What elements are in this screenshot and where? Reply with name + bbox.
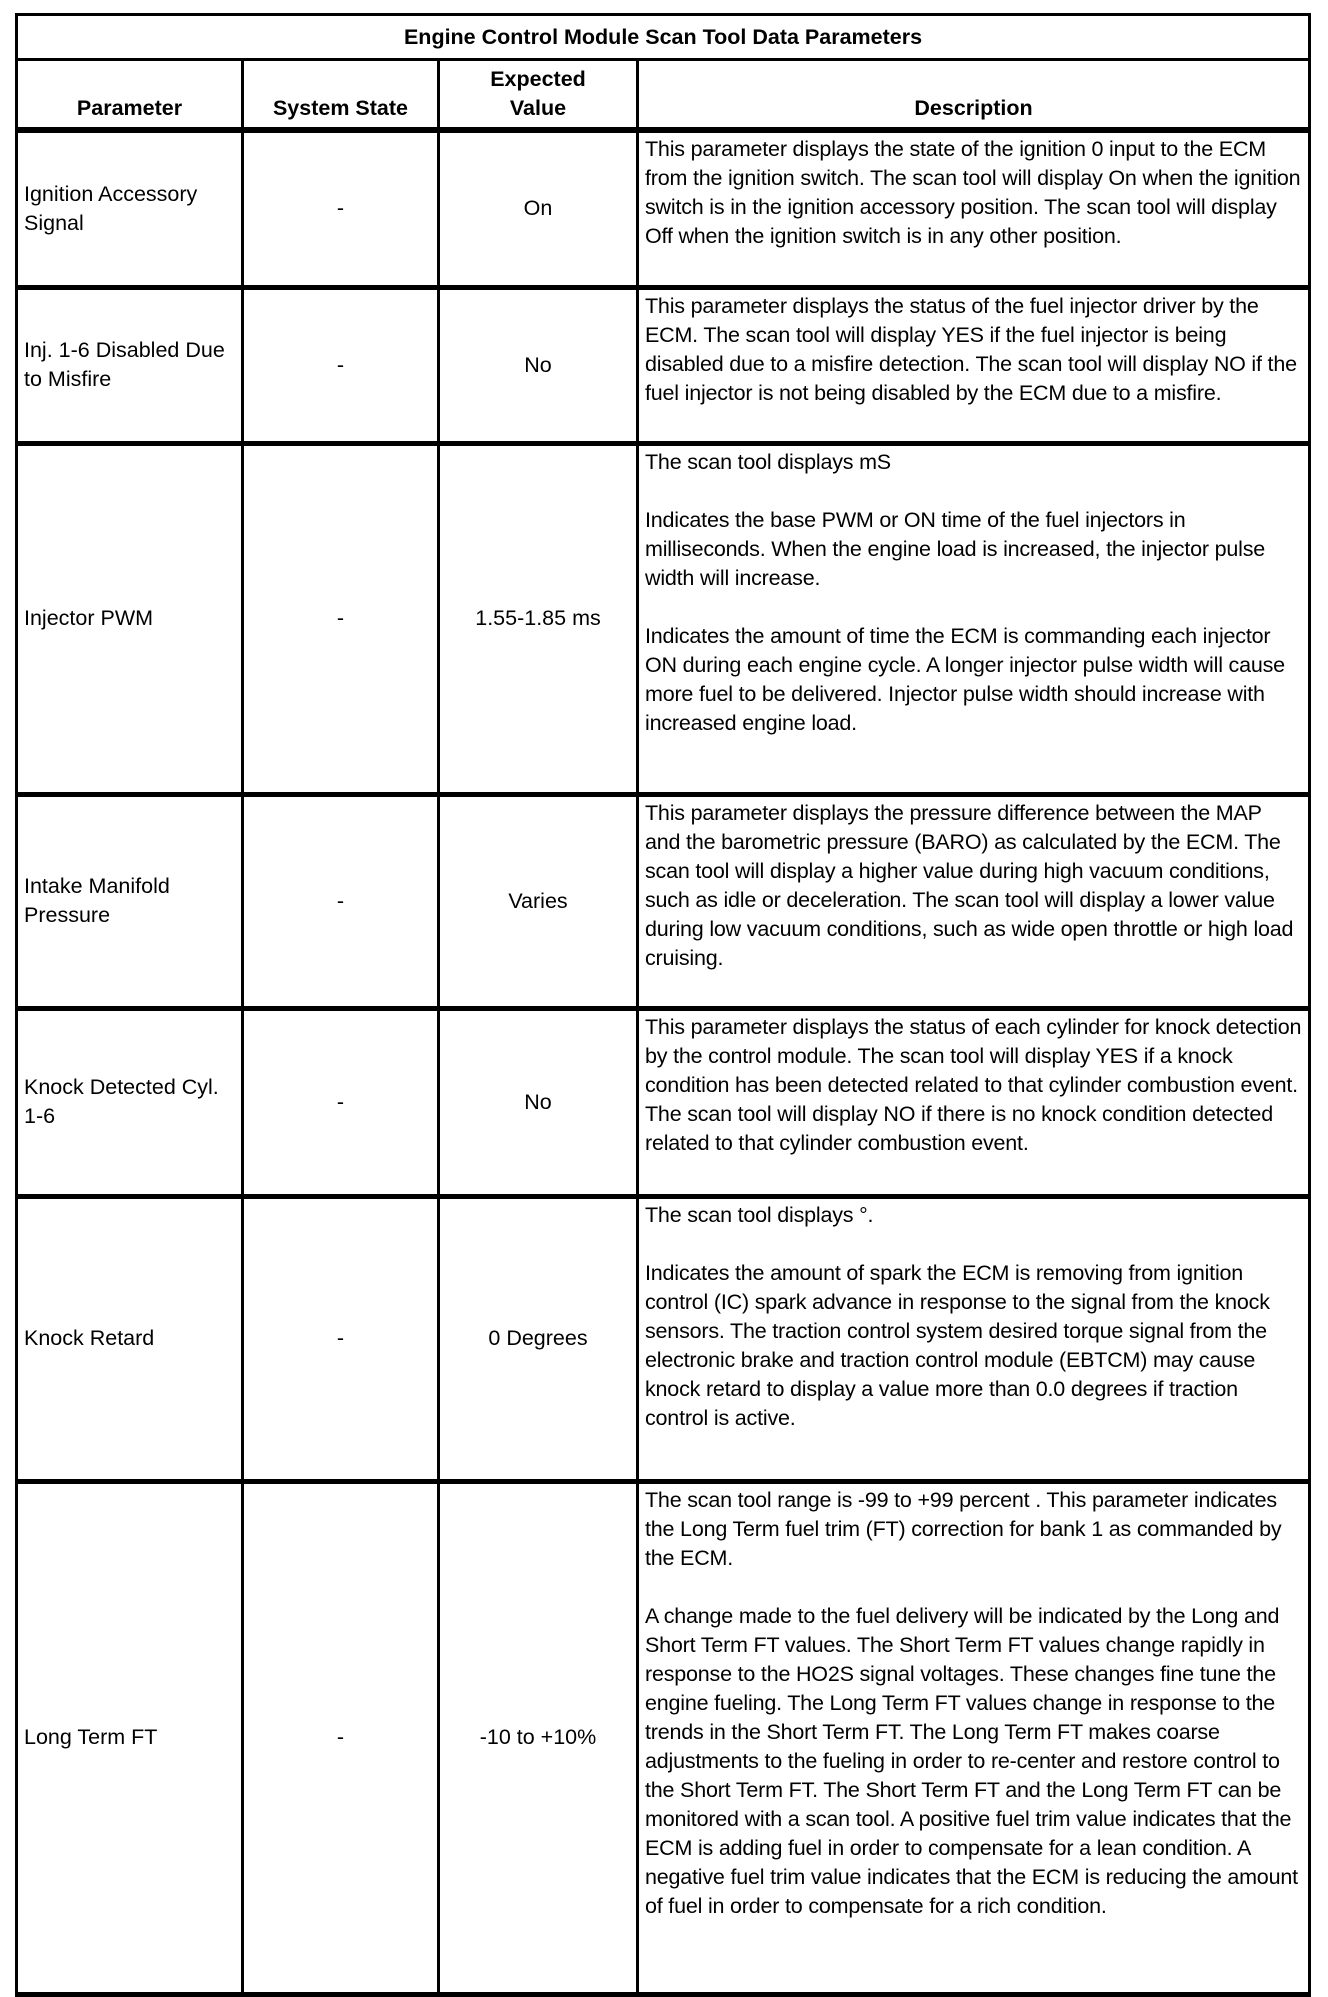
description-paragraph: This parameter displays the status of the fuel injector driver by the ECM. The scan tool will display YES if the fuel injector is being disabled due to a misfire detection. The scan tool will display NO if the fuel injector is not being disabled by the ECM due to a misfire. [645,293,1297,405]
table-title: Engine Control Module Scan Tool Data Parameters [17,15,1310,60]
expected-value-cell: 1.55-1.85 ms [439,443,638,794]
expected-value-cell: 0 Degrees [439,1196,638,1481]
description-paragraph: This parameter displays the pressure difference between the MAP and the barometric pressure (BARO) as calculated by the ECM. The scan tool will display a higher value during high vacuum conditions, such as idle or deceleration. The scan tool will display a lower value during low vacuum conditions, such as wide open throttle or high load cruising. [645,800,1294,970]
header-expected-value: Expected Value [439,60,638,131]
expected-value-cell: No [439,1008,638,1196]
description-paragraph: Indicates the amount of spark the ECM is removing from ignition control (IC) spark advance in response to the signal from the knock sensors. The traction control system desired torque signal from the electronic brake and traction control module (EBTCM) may cause knock retard to display a value more than 0.0 degrees if traction control is active. [645,1260,1270,1430]
header-description: Description [638,60,1310,131]
expected-value-cell: Varies [439,794,638,1008]
description-paragraph: Indicates the amount of time the ECM is commanding each injector ON during each engine cycle. A longer injector pulse width will cause more fuel to be delivered. Injector pulse width should increase with increased engine load. [645,623,1285,735]
system-state-cell: - [243,443,439,794]
description-paragraph: Indicates the base PWM or ON time of the fuel injectors in milliseconds. When the engine load is increased, the injector pulse width will increase. [645,507,1266,590]
parameter-cell: Intake Manifold Pressure [17,794,243,1008]
system-state-cell: - [243,1481,439,1994]
parameter-cell: Inj. 1-6 Disabled Due to Misfire [17,287,243,443]
system-state-cell: - [243,130,439,287]
table-row [17,1481,1310,1994]
system-state-cell: - [243,794,439,1008]
expected-value-cell: No [439,287,638,443]
parameter-cell: Ignition Accessory Signal [17,130,243,287]
scan-tool-data-table [15,13,1311,1997]
description-cell [638,287,1310,443]
description-paragraph: The scan tool displays °. [645,1202,874,1227]
table-row [17,443,1310,794]
description-cell [638,130,1310,287]
description-paragraph: This parameter displays the state of the ignition 0 input to the ECM from the ignition switch. The scan tool will display On when the ignition switch is in the ignition accessory position. The scan tool will display Off when the ignition switch is in any other position. [645,137,1301,248]
description-paragraph: The scan tool range is -99 to +99 percent . This parameter indicates the Long Term fuel trim (FT) correction for bank 1 as commanded by the ECM. [645,1487,1282,1570]
header-parameter: Parameter [17,60,243,131]
description-cell [638,1008,1310,1196]
table-row [17,287,1310,443]
expected-value-cell: -10 to +10% [439,1481,638,1994]
header-row [17,60,1310,131]
system-state-cell: - [243,287,439,443]
system-state-cell: - [243,1008,439,1196]
table-row [17,1196,1310,1481]
parameter-cell: Long Term FT [17,1481,243,1994]
parameter-cell: Injector PWM [17,443,243,794]
table-row [17,1008,1310,1196]
system-state-cell: - [243,1196,439,1481]
header-system-state: System State [243,60,439,131]
description-paragraph: This parameter displays the status of each cylinder for knock detection by the control module. The scan tool will display YES if a knock condition has been detected related to that cylinder combustion event. The scan tool will display NO if there is no knock condition detected related to that cylinder combustion event. [645,1014,1302,1155]
description-cell [638,794,1310,1008]
description-paragraph: A change made to the fuel delivery will be indicated by the Long and Short Term FT values. The Short Term FT values change rapidly in response to the HO2S signal voltages. These changes fine tune the engine fueling. The Long Term FT values change in response to the trends in the Short Term FT. The Long Term FT makes coarse adjustments to the fueling in order to re-center and restore control to the Short Term FT. The Short Term FT and the Long Term FT can be monitored with a scan tool. A positive fuel trim value indicates that the ECM is adding fuel in order to compensate for a lean condition. A negative fuel trim value indicates that the ECM is reducing the amount of fuel in order to compensate for a rich condition. [645,1603,1298,1918]
description-cell [638,1196,1310,1481]
expected-value-cell: On [439,130,638,287]
parameter-cell: Knock Detected Cyl. 1-6 [17,1008,243,1196]
description-paragraph: The scan tool displays mS [645,449,891,474]
parameter-cell: Knock Retard [17,1196,243,1481]
description-cell [638,1481,1310,1994]
table-row [17,130,1310,287]
description-cell [638,443,1310,794]
table-row [17,794,1310,1008]
